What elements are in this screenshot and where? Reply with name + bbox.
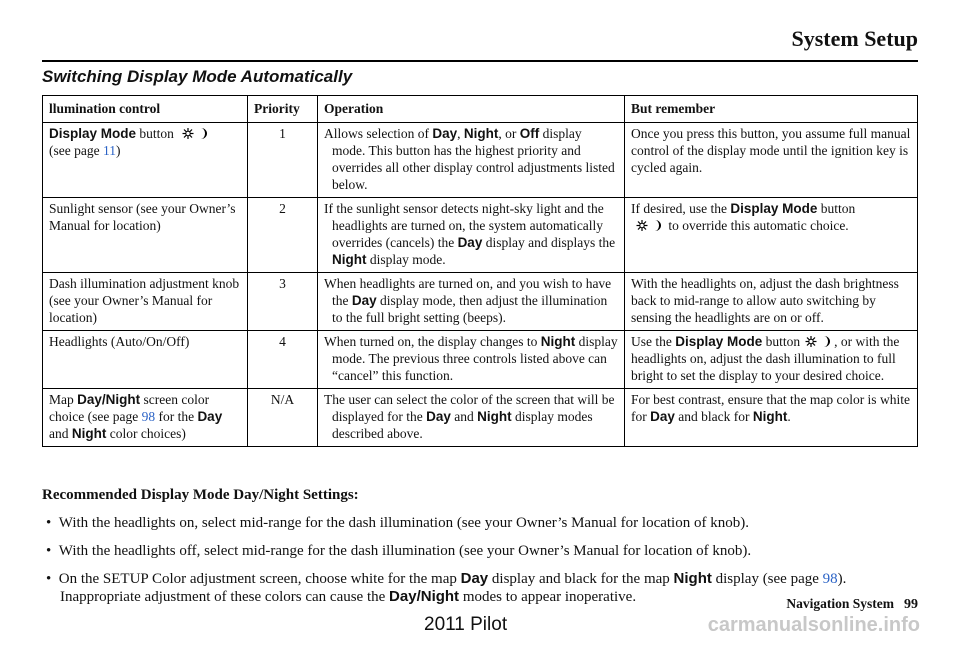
cell-priority: 1 <box>248 123 318 198</box>
cell-priority: 3 <box>248 273 318 331</box>
cell-text: display mode. <box>366 252 446 267</box>
page-link[interactable]: 98 <box>141 409 156 424</box>
table-row <box>43 123 918 198</box>
cell-text: When headlights are turned on, and you wish to have the <box>324 276 612 308</box>
cell-text: If desired, use the <box>631 201 731 216</box>
page-link[interactable]: 11 <box>102 143 116 158</box>
display-mode-label: Display Mode <box>49 126 137 141</box>
cell-text: If the sunlight sensor detects night-sky light and the headlights are turned on, the system automatically overrides (cancels) the <box>324 201 604 250</box>
cell-priority: N/A <box>248 389 318 447</box>
cell-text: display and displays the <box>482 235 616 250</box>
cell-text: , or with the headlights on, adjust the dash illumination to full bright to set the display to your desired choice. <box>631 334 900 383</box>
day-label: Day <box>197 409 223 424</box>
day-label: Day <box>460 570 489 587</box>
page-number: 99 <box>904 597 918 612</box>
night-label: Night <box>540 334 576 349</box>
cell-text: Use the <box>631 334 676 349</box>
bullet-item: • With the headlights off, select mid-range for the dash illumination (see your Owner’s Manual for location of knob). <box>46 543 752 559</box>
cell-operation <box>318 331 625 389</box>
cell-text: (see page <box>49 143 103 158</box>
cell-text: button <box>136 126 174 141</box>
night-label: Night <box>673 570 712 587</box>
night-label: Night <box>463 126 499 141</box>
night-label: Night <box>71 426 107 441</box>
sun-moon-icon <box>802 335 832 348</box>
day-label: Day <box>650 409 675 424</box>
cell-control <box>43 123 248 198</box>
cell-priority: 4 <box>248 331 318 389</box>
cell-text: display mode, then adjust the illumination to the full bright setting (beeps). <box>332 293 608 325</box>
bullet-text: ). Inappropriate adjustment of these colors can cause the <box>60 571 847 605</box>
footer-nav-label: Navigation System <box>786 596 894 611</box>
cell-remember: Once you press this button, you assume full manual control of the display mode until the ignition key is cycled again. <box>625 123 918 198</box>
cell-control: Dash illumination adjustment knob (see your Owner’s Manual for location) <box>43 273 248 331</box>
cell-text: ) <box>115 143 121 158</box>
day-night-label: Day/Night <box>389 588 460 605</box>
cell-control: Sunlight sensor (see your Owner’s Manual for location) <box>43 198 248 273</box>
cell-text: button <box>762 334 801 349</box>
day-label: Day <box>457 235 483 250</box>
col-header-operation: Operation <box>318 96 625 123</box>
bullet-text: With the headlights off, select mid-range for the dash illumination (see your Owner’s Manual for location of knob). <box>58 543 752 559</box>
col-header-priority: Priority <box>248 96 318 123</box>
sun-moon-icon <box>179 127 209 140</box>
day-label: Day <box>351 293 377 308</box>
cell-priority: 2 <box>248 198 318 273</box>
illumination-table <box>42 95 918 447</box>
cell-text: button <box>817 201 856 216</box>
cell-text: display mode. This button has the highest priority and overrides all other display control adjustments listed below. <box>332 126 615 192</box>
bullet-text: On the SETUP Color adjustment screen, choose white for the map <box>58 571 461 587</box>
night-label: Night <box>332 252 367 267</box>
cell-text: For best contrast, ensure that the map color is white for <box>631 392 910 424</box>
cell-control <box>43 389 248 447</box>
cell-text: , or <box>498 126 520 141</box>
section-title: Switching Display Mode Automatically <box>42 67 353 86</box>
display-mode-label: Display Mode <box>730 201 818 216</box>
bullet-text: modes to appear inoperative. <box>459 589 637 605</box>
cell-remember <box>625 331 918 389</box>
cell-control: Headlights (Auto/On/Off) <box>43 331 248 389</box>
table-row <box>43 198 918 273</box>
day-label: Day <box>432 126 458 141</box>
cell-operation <box>318 123 625 198</box>
col-header-control: llumination control <box>43 96 248 123</box>
cell-operation <box>318 198 625 273</box>
bullet-text: With the headlights on, select mid-range for the dash illumination (see your Owner’s Manual for location of knob). <box>58 515 749 531</box>
cell-remember <box>625 198 918 273</box>
cell-text: to override this automatic choice. <box>665 218 849 233</box>
table-row <box>43 389 918 447</box>
cell-remember <box>625 389 918 447</box>
watermark: carmanualsonline.info <box>707 614 920 636</box>
display-mode-label: Display Mode <box>675 334 763 349</box>
cell-text: screen color choice (see page <box>49 392 210 424</box>
bullet-item: • With the headlights on, select mid-range for the dash illumination (see your Owner’s Manual for location of knob). <box>46 515 749 531</box>
cell-text: and black for <box>674 409 753 424</box>
cell-text: and <box>450 409 478 424</box>
night-label: Night <box>752 409 788 424</box>
cell-remember: With the headlights on, adjust the dash brightness back to mid-range to allow auto switching by sensing the headlights are on or off. <box>625 273 918 331</box>
cell-text: . <box>787 409 791 424</box>
bullet-text: display and black for the map <box>488 571 674 587</box>
cell-operation <box>318 389 625 447</box>
cell-text: The user can select the color of the screen that will be displayed for the <box>324 392 615 424</box>
cell-text: Map <box>49 392 78 407</box>
table-header-row <box>43 96 918 123</box>
table-row <box>43 273 918 331</box>
table-row <box>43 331 918 389</box>
sun-moon-icon <box>633 219 663 232</box>
cell-text: When turned on, the display changes to <box>324 334 541 349</box>
cell-text: color choices) <box>106 426 186 441</box>
page-link[interactable]: 98 <box>822 571 838 587</box>
col-header-remember: But remember <box>625 96 918 123</box>
model-label: 2011 Pilot <box>424 614 508 635</box>
cell-operation <box>318 273 625 331</box>
cell-text: and <box>49 426 72 441</box>
cell-text: display mode. The previous three controls listed above can “cancel” this function. <box>332 334 618 383</box>
bullet-item: • On the SETUP Color adjustment screen, choose white for the map Day display and black for the map Night display (see page 98). Inappropriate adjustment of these colors can cause the Day/Night modes to appear inoperative. <box>46 570 847 605</box>
cell-text: , <box>457 126 464 141</box>
cell-text: display modes described above. <box>332 409 593 441</box>
cell-text: Allows selection of <box>324 126 433 141</box>
page-title: System Setup <box>791 26 918 51</box>
day-label: Day <box>426 409 451 424</box>
footer-nav <box>786 596 918 613</box>
header-rule <box>42 60 918 62</box>
cell-text: for the <box>155 409 198 424</box>
bullet-text: display (see page <box>711 571 823 587</box>
off-label: Off <box>519 126 540 141</box>
recommended-heading: Recommended Display Mode Day/Night Settings: <box>42 487 359 503</box>
night-label: Night <box>477 409 512 424</box>
day-night-label: Day/Night <box>77 392 141 407</box>
